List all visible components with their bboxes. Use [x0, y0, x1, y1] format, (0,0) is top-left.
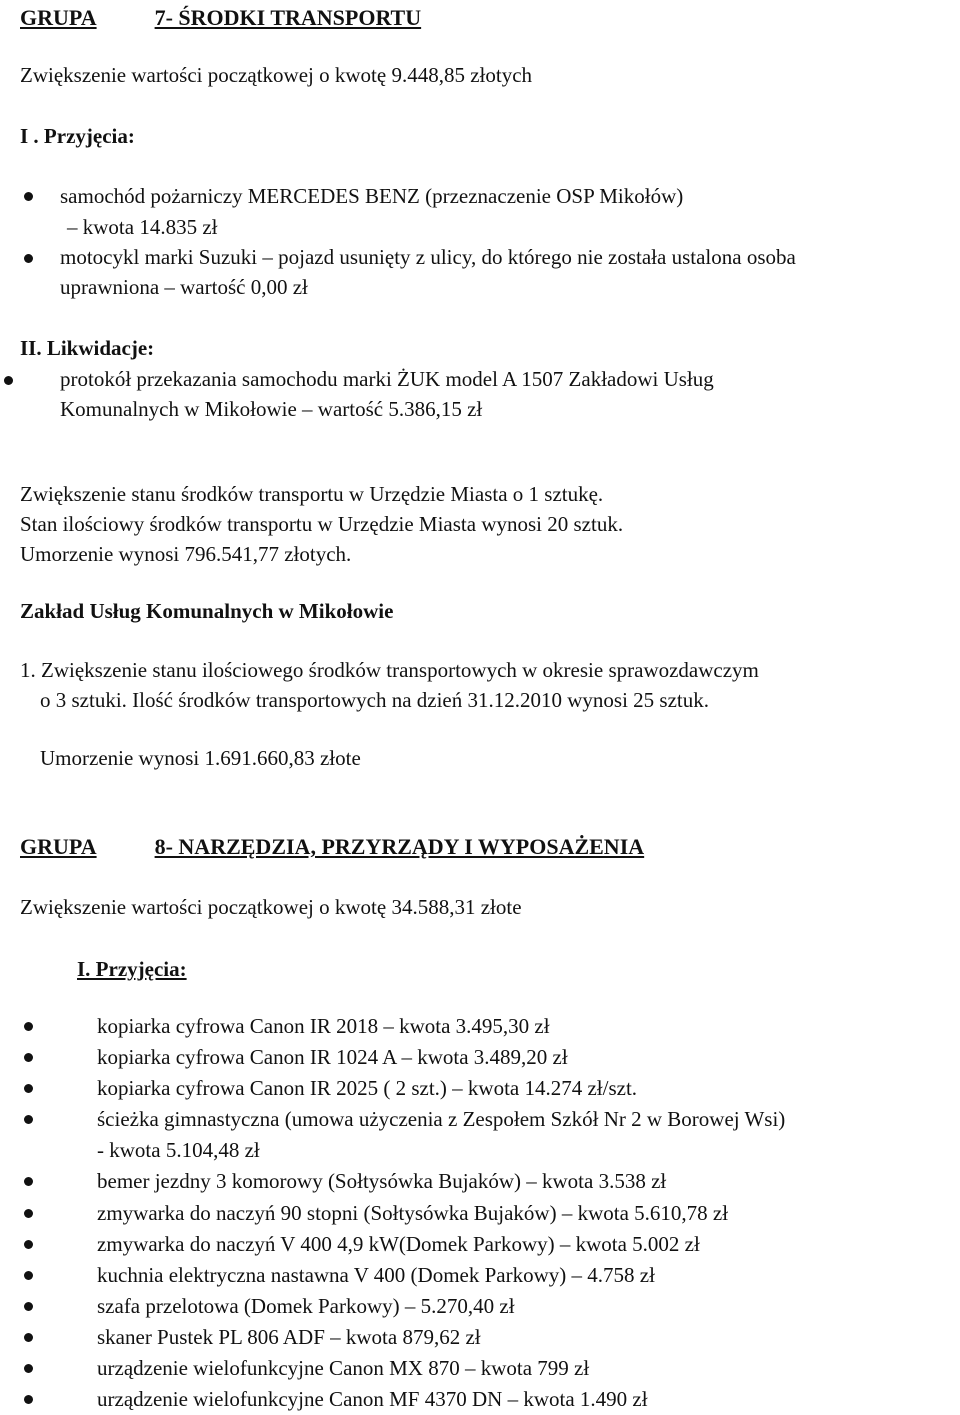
item-text: kuchnia elektryczna nastawna V 400 (Domek Parkowy) – 4.758 zł [97, 1263, 655, 1287]
list-item [0, 1384, 960, 1415]
bullet-icon [24, 254, 33, 263]
list-item: motocykl marki Suzuki – pojazd usunięty z ulicy, do którego nie została ustalona osoba [60, 245, 796, 269]
bullet-icon [24, 1053, 33, 1062]
zuk-line: 1. Zwiększenie stanu ilościowego środków transportowych w okresie sprawozdawczym [20, 658, 759, 682]
bullet-icon [4, 376, 13, 385]
group7-increase: Zwiększenie wartości początkowej o kwotę 9.448,85 złotych [20, 63, 533, 87]
list-item [0, 1104, 960, 1135]
item-text: skaner Pustek PL 806 ADF – kwota 879,62 zł [97, 1325, 481, 1349]
list-item [0, 1073, 960, 1104]
list-item [0, 1166, 960, 1197]
list-item [0, 1198, 960, 1229]
item-text: szafa przelotowa (Domek Parkowy) – 5.270,40 zł [97, 1294, 515, 1318]
item-text: zmywarka do naczyń 90 stopni (Sołtysówka Bujaków) – kwota 5.610,78 zł [97, 1201, 729, 1225]
list-item [0, 1260, 960, 1291]
bullet-icon [24, 1115, 33, 1124]
group8-heading [20, 831, 644, 862]
list-item-continuation [0, 1135, 960, 1166]
group7-receipts-heading: I . Przyjęcia: [20, 124, 135, 148]
summary-line: Zwiększenie stanu środków transportu w Urzędzie Miasta o 1 sztukę. [20, 482, 604, 506]
item-text: urządzenie wielofunkcyjne Canon MX 870 – kwota 799 zł [97, 1356, 590, 1380]
bullet-icon [24, 1177, 33, 1186]
list-item-continuation: Komunalnych w Mikołowie – wartość 5.386,15 zł [60, 397, 483, 421]
bullet-icon [24, 1364, 33, 1373]
bullet-icon [24, 1084, 33, 1093]
group8-increase: Zwiększenie wartości początkowej o kwotę 34.588,31 złote [20, 895, 522, 919]
bullet-icon [24, 1395, 33, 1404]
item-text: kopiarka cyfrowa Canon IR 2018 – kwota 3.495,30 zł [97, 1014, 550, 1038]
list-item [0, 1322, 960, 1353]
list-item-continuation: – kwota 14.835 zł [67, 215, 218, 239]
bullet-icon [24, 1302, 33, 1311]
group8-label: GRUPA [20, 834, 97, 859]
list-item [0, 1353, 960, 1384]
zuk-heading: Zakład Usług Komunalnych w Mikołowie [20, 599, 394, 623]
group8-title: 8- NARZĘDZIA, PRZYRZĄDY I WYPOSAŻENIA [154, 834, 645, 859]
bullet-icon [24, 1209, 33, 1218]
group7-heading [20, 2, 486, 33]
item-text: - kwota 5.104,48 zł [97, 1138, 260, 1162]
item-text: ścieżka gimnastyczna (umowa użyczenia z Zespołem Szkół Nr 2 w Borowej Wsi) [97, 1107, 786, 1131]
group8-receipts-heading: I. Przyjęcia: [77, 957, 187, 981]
summary-line: Stan ilościowy środków transportu w Urzędzie Miasta wynosi 20 sztuk. [20, 512, 624, 536]
item-text: kopiarka cyfrowa Canon IR 1024 A – kwota 3.489,20 zł [97, 1045, 568, 1069]
bullet-icon [24, 1240, 33, 1249]
item-text: urządzenie wielofunkcyjne Canon MF 4370 DN – kwota 1.490 zł [97, 1387, 648, 1411]
list-item [0, 1291, 960, 1322]
item-text: zmywarka do naczyń V 400 4,9 kW(Domek Parkowy) – kwota 5.002 zł [97, 1232, 700, 1256]
group7-label: GRUPA [20, 5, 97, 30]
group7-liquidation-heading: II. Likwidacje: [20, 336, 155, 360]
list-item: protokół przekazania samochodu marki ŻUK model A 1507 Zakładowi Usług [60, 367, 714, 391]
list-item-continuation: uprawniona – wartość 0,00 zł [60, 275, 308, 299]
item-text: kopiarka cyfrowa Canon IR 2025 ( 2 szt.) – kwota 14.274 zł/szt. [97, 1076, 638, 1100]
summary-line: Umorzenie wynosi 796.541,77 złotych. [20, 542, 352, 566]
bullet-icon [24, 1333, 33, 1342]
list-item [0, 1042, 960, 1073]
bullet-icon [24, 192, 33, 201]
zuk-depreciation: Umorzenie wynosi 1.691.660,83 złote [40, 746, 361, 770]
list-item [0, 1011, 960, 1042]
bullet-icon [24, 1271, 33, 1280]
list-item: samochód pożarniczy MERCEDES BENZ (przeznaczenie OSP Mikołów) [60, 184, 684, 208]
list-item [0, 1229, 960, 1260]
group7-title: 7- ŚRODKI TRANSPORTU [154, 5, 422, 30]
bullet-icon [24, 1022, 33, 1031]
item-text: bemer jezdny 3 komorowy (Sołtysówka Bujaków) – kwota 3.538 zł [97, 1169, 667, 1193]
zuk-line: o 3 sztuki. Ilość środków transportowych na dzień 31.12.2010 wynosi 25 sztuk. [40, 688, 709, 712]
